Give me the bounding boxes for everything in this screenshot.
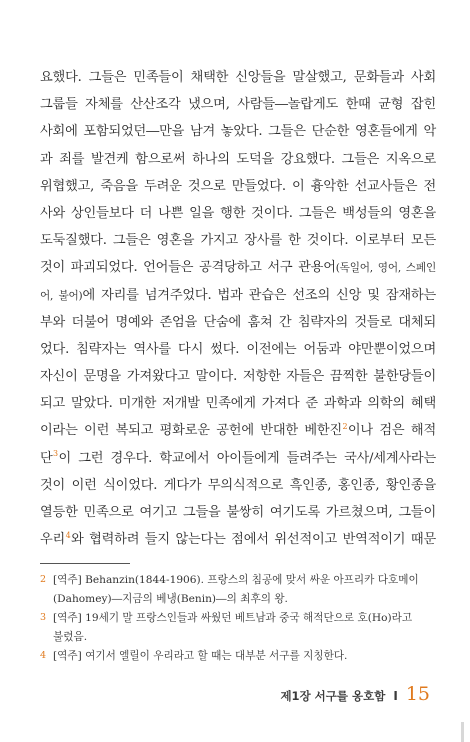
- footnote-divider: [40, 563, 130, 564]
- footnote-line: (Dahomey)―지금의 베냉(Benin)―의 최후의 왕.: [53, 592, 288, 605]
- page-number: 15: [405, 683, 430, 705]
- footnotes: [40, 571, 436, 667]
- language-list-parenthetical: 어, 불어): [40, 289, 83, 302]
- footnote-ref-2[interactable]: 2: [342, 422, 348, 432]
- body-line: 것이 이런 식이었다. 게다가 무의식적으로 흑인종, 홍인종, 황인종을: [40, 477, 436, 493]
- body-line: [40, 417, 436, 444]
- body-line-text: 이나 검은 해적: [347, 423, 436, 439]
- body-line: 열등한 민족으로 여기고 그들을 불쌍히 여기도록 가르쳤으며, 그들이: [40, 505, 436, 520]
- footnote-3: [40, 609, 436, 646]
- footnote-line: [역주] 여기서 엘릴이 우리라고 할 때는 대부분 서구를 지칭한다.: [53, 650, 348, 662]
- body-line: 과 죄를 발견케 함으로써 하나의 도덕을 강요했다. 그들은 지옥으로: [40, 151, 436, 167]
- body-line: 그룹들 자체를 산산조각 냈으며, 사람들―놀랍게도 한때 균형 잡힌: [40, 97, 436, 113]
- body-line-text: 단: [40, 450, 53, 466]
- chapter-title: 제1장 서구를 옹호함: [280, 689, 386, 703]
- body-text: [40, 64, 436, 553]
- body-line-text: 이 그런 경우다. 학교에서 아이들에게 들려주는 국사/세계사라는: [58, 450, 436, 466]
- body-line: 위협했고, 죽음을 두려운 것으로 만들었다. 이 흉악한 선교사들은 전: [40, 178, 436, 194]
- footnote-number: 4: [40, 650, 47, 661]
- body-line-text: 이라는 이런 복되고 평화로운 공헌에 반대한 베한진: [40, 423, 342, 439]
- footnote-line: [역주] 19세기 말 프랑스인들과 싸웠던 베트남과 중국 해적단으로 호(Ho)라고: [53, 612, 413, 624]
- body-line: 사와 상인들보다 더 나쁜 일을 행한 것이다. 그들은 백성들의 영혼을: [40, 205, 436, 221]
- language-list-parenthetical: (독일어, 영어, 스페인: [335, 262, 436, 275]
- footnote-2: [40, 571, 436, 608]
- body-line: [40, 254, 436, 281]
- body-line-text: 우리: [40, 532, 66, 548]
- body-line: 사회에 포함되었던―만을 남겨 놓았다. 그들은 단순한 영혼들에게 악: [40, 124, 436, 140]
- footnote-number: 3: [40, 612, 47, 623]
- footer-separator: I: [393, 689, 398, 703]
- footnote-line: 불렸음.: [53, 630, 88, 643]
- body-line: 자신이 문명을 가져왔다고 말이다. 저항한 자들은 끔찍한 불한당들이: [40, 369, 436, 385]
- body-line: [40, 445, 436, 472]
- body-line: [40, 282, 436, 309]
- footnote-4: [40, 647, 436, 666]
- page-edge-mark: [461, 722, 464, 742]
- body-line-text: 것이 파괴되었다. 언어들은 공격당하고 서구 관용어: [40, 260, 336, 276]
- footnote-ref-4[interactable]: 4: [65, 530, 71, 540]
- body-line: 부와 더불어 명예와 존엄을 단숨에 훔쳐 간 침략자의 것들로 대체되: [40, 314, 436, 330]
- footnote-ref-3[interactable]: 3: [53, 449, 58, 459]
- body-line: 요했다. 그들은 민족들이 채택한 신앙들을 말살했고, 문화들과 사회: [40, 70, 436, 85]
- body-line: [40, 526, 436, 553]
- body-line: 도둑질했다. 그들은 영혼을 가지고 장사를 한 것이다. 이로부터 모든: [40, 233, 436, 249]
- running-footer: [280, 683, 430, 705]
- body-line-text: 에 자리를 넘겨주었다. 법과 관습은 선조의 신앙 및 잠재하는: [82, 287, 436, 303]
- footnote-line: [역주] Behanzin(1844-1906). 프랑스의 침공에 맞서 싸운 아프리카 다호메이: [53, 574, 419, 586]
- body-line: 었다. 침략자는 역사를 다시 썼다. 이전에는 어둠과 야만뿐이었으며: [40, 341, 436, 357]
- footnote-number: 2: [40, 574, 47, 585]
- body-line-text: 와 협력하려 들지 않는다는 점에서 위선적이고 반역적이기 때문: [70, 532, 436, 548]
- body-line: 되고 말았다. 미개한 저개발 민족에게 가져다 준 과학과 의학의 혜택: [40, 396, 436, 412]
